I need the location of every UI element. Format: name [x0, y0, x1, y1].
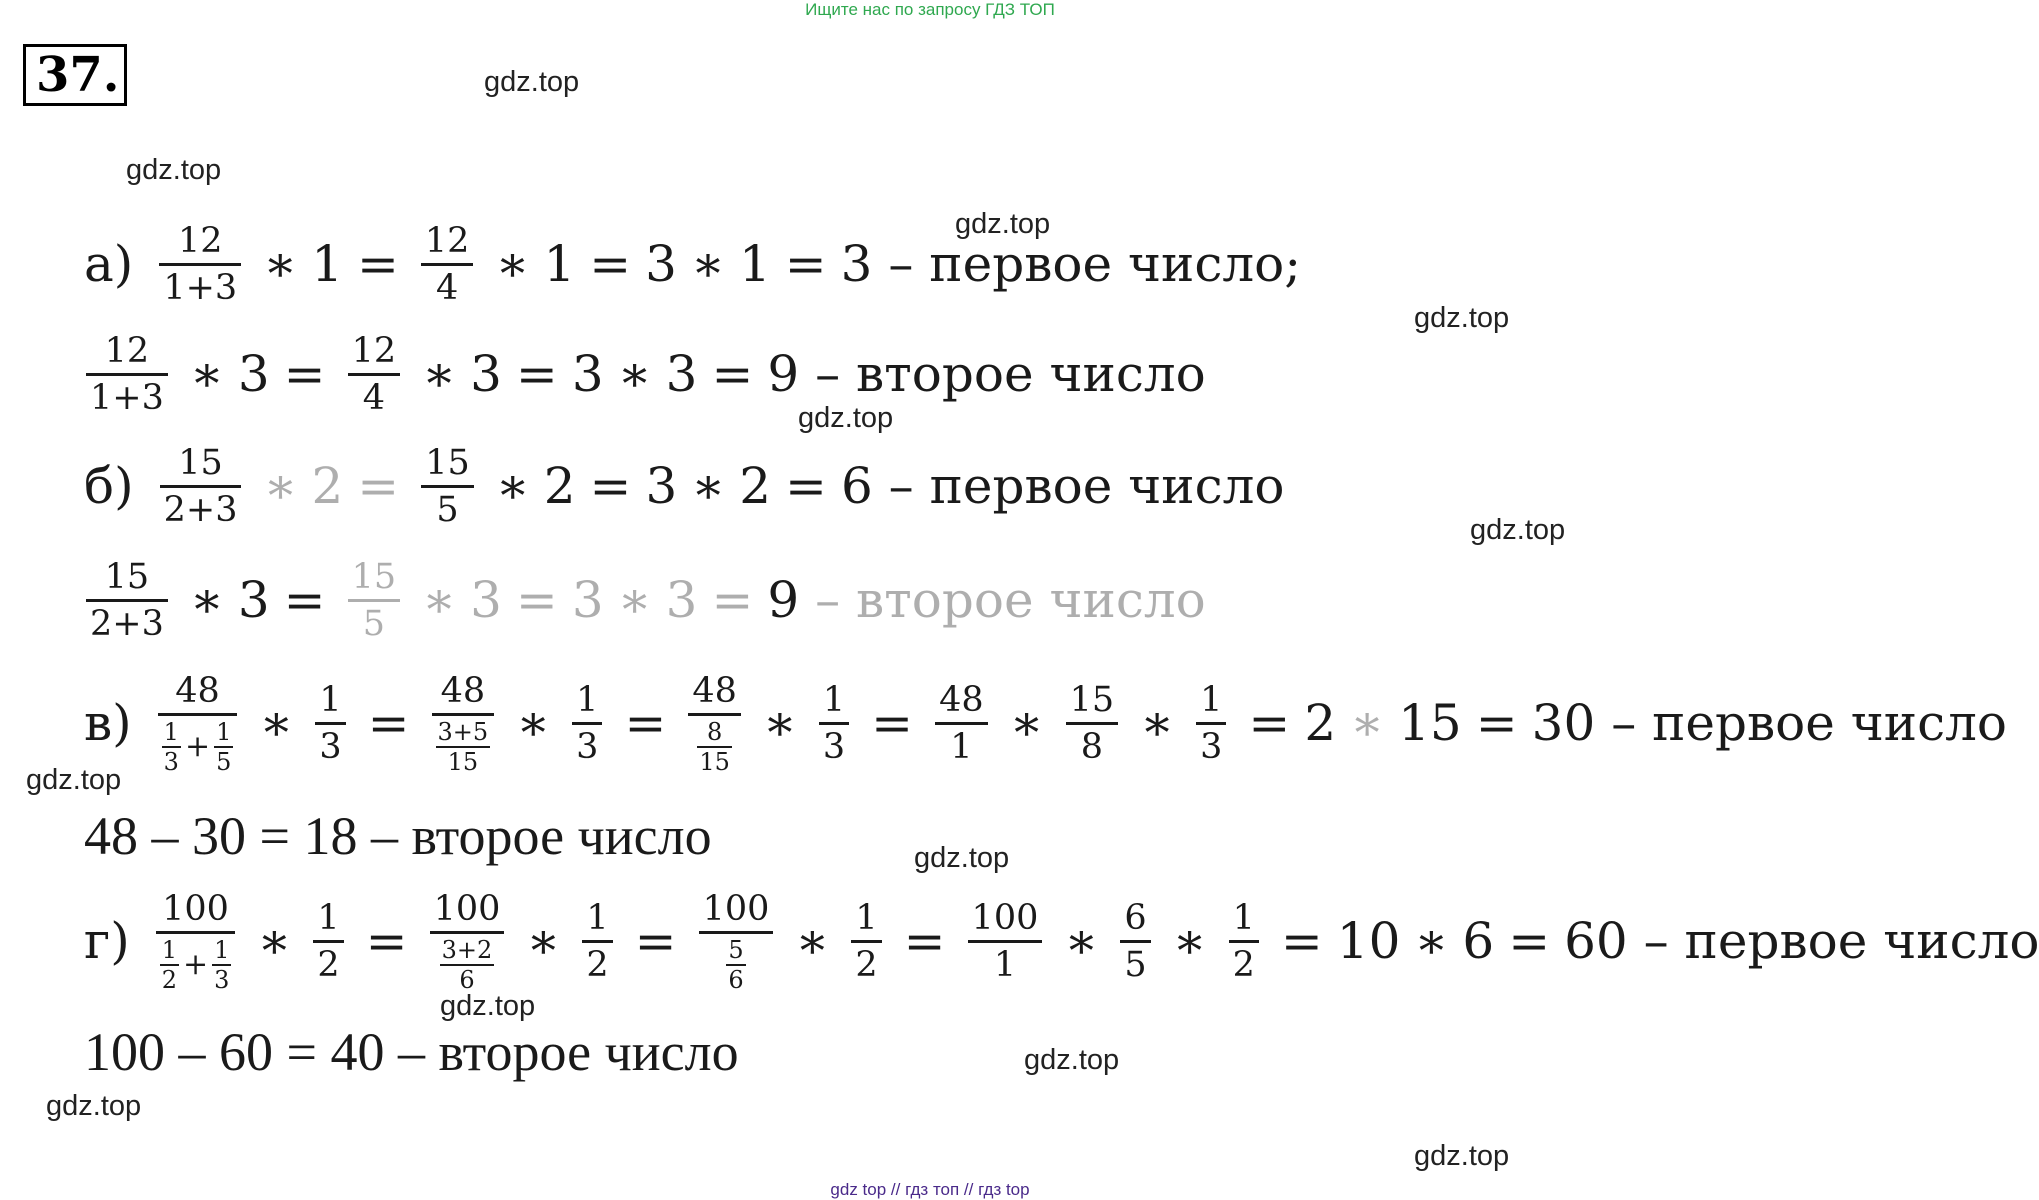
fraction: $\frac{6}{5}$ — [1120, 896, 1150, 987]
fraction: $\frac{100}{\frac{5}{6}}$ — [699, 887, 774, 996]
fraction: $\frac{1}{2}$ — [851, 896, 881, 987]
fraction: $\frac{15}{2+3}$ — [86, 555, 168, 646]
watermark: gdz.top — [798, 402, 894, 434]
watermark: gdz.top — [914, 842, 1010, 874]
item-label: б) — [84, 457, 134, 515]
fraction: $\frac{1}{3}$ — [1196, 678, 1226, 769]
fraction: $\frac{48}{\frac{8}{15}}$ — [688, 669, 741, 778]
fraction: $\frac{1}{2}$ — [313, 896, 343, 987]
item-label: а) — [84, 235, 134, 293]
watermark: gdz.top — [126, 154, 222, 186]
fraction: $\frac{1}{2}$ — [1229, 896, 1259, 987]
fraction: $\frac{1}{3}$ — [572, 678, 602, 769]
fraction: 48 $\frac{1}{3}$ + $\frac{1}{5}$ — [158, 669, 238, 778]
watermark: gdz.top — [1024, 1044, 1120, 1076]
result-text: – первое число; — [888, 235, 1302, 293]
solution-line-a1: а) $\frac{12}{1+3}$ ∗ 1 = $\frac{12}{4}$ ∗ 1 = 3 ∗ 1 = 3 – первое число; — [84, 220, 1302, 308]
fraction: $\frac{1}{2}$ — [582, 896, 612, 987]
footer-links: gdz top // гдз топ // гдз top — [830, 1180, 1030, 1199]
solution-line-a2: $\frac{12}{1+3}$ ∗ 3 = $\frac{12}{4}$ ∗ 3 = 3 ∗ 3 = 9 – второе число — [78, 318, 1206, 430]
watermark: gdz.top — [26, 764, 122, 796]
item-label: в) — [84, 694, 132, 752]
fraction: $\frac{48}{1}$ — [935, 678, 988, 769]
fraction: 100 $\frac{1}{2}$ + $\frac{1}{3}$ — [156, 887, 236, 996]
result-text: – второе число — [815, 345, 1206, 403]
solution-line-b2: $\frac{15}{2+3}$ ∗ 3 = $\frac{15}{5}$ ∗ 3 = 3 ∗ 3 = 9 – второе число — [78, 544, 1206, 656]
fraction: $\frac{15}{5}$ — [421, 441, 474, 532]
solution-line-v2: 48 – 30 = 18 – второе число — [84, 806, 712, 866]
result-text: – второе число — [815, 571, 1206, 629]
watermark: gdz.top — [1470, 514, 1566, 546]
fraction: $\frac{12}{4}$ — [421, 219, 474, 310]
fraction: $\frac{1}{3}$ — [315, 678, 345, 769]
solution-line-g1: г) 100 $\frac{1}{2}$ + $\frac{1}{3}$ ∗ $\frac{1}{2}$ = $\frac{100}{\frac{3+2}{6}}$ ∗ $\frac{1}{2}$ = $\frac{100}{\frac{5}{6}}$ ∗ $\frac{1}{2}$ = $\frac{100}{1}$ ∗ $\frac{6}{5}$ ∗ $\frac{1}{2}$ = 10 ∗ 6 = 60 – первое число — [84, 888, 2039, 994]
watermark: gdz.top — [1414, 1140, 1510, 1172]
result-text: – первое число — [1643, 912, 2039, 970]
fraction: $\frac{100}{1}$ — [968, 896, 1043, 987]
watermark: gdz.top — [1414, 302, 1510, 334]
fraction: $\frac{1}{3}$ — [819, 678, 849, 769]
result-text: – первое число — [1611, 694, 2007, 752]
fraction: $\frac{48}{\frac{3+5}{15}}$ — [432, 669, 495, 778]
solution-line-v1: в) 48 $\frac{1}{3}$ + $\frac{1}{5}$ ∗ $\frac{1}{3}$ = $\frac{48}{\frac{3+5}{15}}$ ∗ $\frac{1}{3}$ = $\frac{48}{\frac{8}{15}}$ ∗ $\frac{1}{3}$ = $\frac{48}{1}$ ∗ $\frac{15}{8}$ ∗ $\frac{1}{3}$ = 2 ∗ 15 = 30 – первое число — [84, 670, 2007, 776]
fraction: $\frac{12}{1+3}$ — [159, 219, 241, 310]
solution-line-b1: б) $\frac{15}{2+3}$ ∗ 2 = $\frac{15}{5}$ ∗ 2 = 3 ∗ 2 = 6 – первое число — [84, 442, 1285, 530]
item-label: г) — [84, 912, 130, 970]
fraction: $\frac{12}{4}$ — [348, 329, 401, 420]
fraction: $\frac{15}{5}$ — [348, 555, 401, 646]
watermark: gdz.top — [484, 66, 580, 98]
task-number: 37. — [23, 44, 127, 106]
watermark: gdz.top — [955, 208, 1051, 240]
search-banner: Ищите нас по запросу ГДЗ ТОП — [805, 0, 1055, 19]
fraction: $\frac{12}{1+3}$ — [86, 329, 168, 420]
watermark: gdz.top — [440, 990, 536, 1022]
watermark: gdz.top — [46, 1090, 142, 1122]
fraction: $\frac{15}{2+3}$ — [160, 441, 242, 532]
fraction: $\frac{15}{8}$ — [1066, 678, 1119, 769]
result-text: – первое число — [888, 457, 1285, 515]
solution-line-g2: 100 – 60 = 40 – второе число — [84, 1022, 739, 1082]
fraction: $\frac{100}{\frac{3+2}{6}}$ — [430, 887, 505, 996]
